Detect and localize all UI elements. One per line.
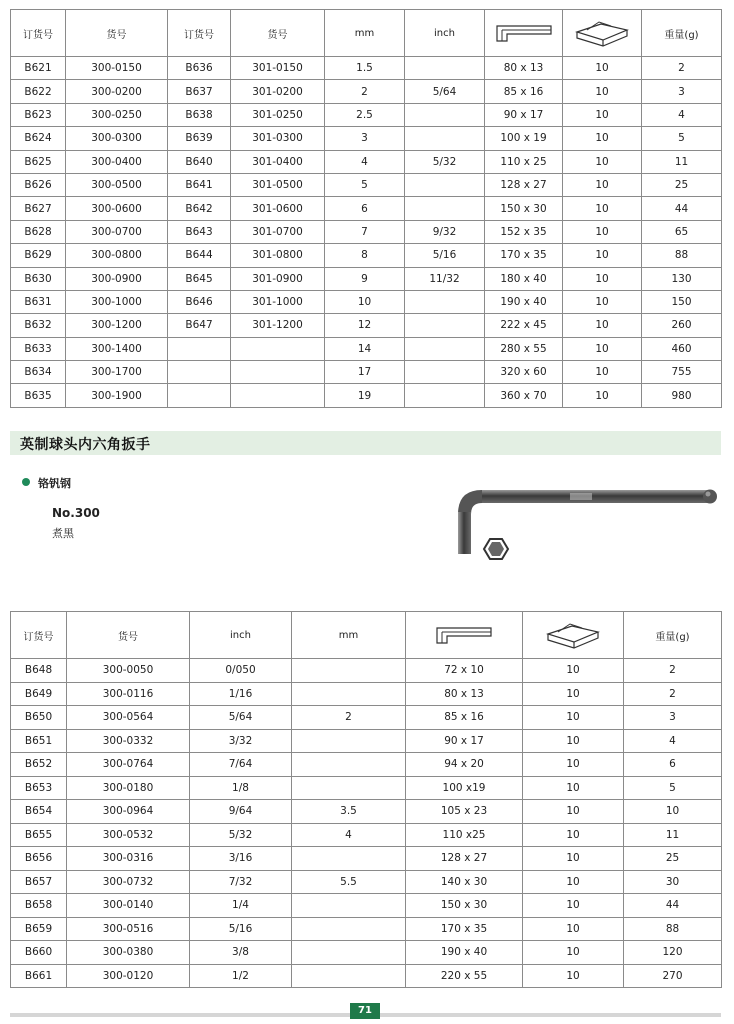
table-cell: B651 <box>11 729 67 753</box>
table-cell <box>405 103 485 126</box>
table-cell <box>292 659 406 683</box>
header-part-no: 货号 <box>231 10 325 57</box>
table-cell: 120 <box>624 941 722 965</box>
table-cell: 90 x 17 <box>485 103 563 126</box>
table-cell <box>168 337 231 360</box>
table-cell: 150 x 30 <box>485 197 563 220</box>
table-cell: 301-1200 <box>231 314 325 337</box>
table-cell: 12 <box>325 314 405 337</box>
table-cell: 301-0500 <box>231 173 325 196</box>
table-cell: 300-0116 <box>67 682 190 706</box>
table-row <box>11 314 722 337</box>
table-cell: B645 <box>168 267 231 290</box>
table-cell: 3 <box>624 706 722 730</box>
table-cell: 3 <box>325 127 405 150</box>
table-cell: 5/16 <box>405 244 485 267</box>
table-cell <box>405 127 485 150</box>
table-cell: 25 <box>624 847 722 871</box>
table-header-row <box>11 612 722 659</box>
header-mm: mm <box>325 10 405 57</box>
header-weight: 重量(g) <box>642 10 722 57</box>
table-cell: 11 <box>642 150 722 173</box>
table-cell: 100 x 19 <box>485 127 563 150</box>
table-cell: B652 <box>11 753 67 777</box>
table-cell: 10 <box>563 290 642 313</box>
table-cell: B624 <box>11 127 66 150</box>
table-cell: 7/32 <box>190 870 292 894</box>
table-cell: 9 <box>325 267 405 290</box>
table-cell: 7 <box>325 220 405 243</box>
table-cell: B661 <box>11 964 67 988</box>
table-cell: 94 x 20 <box>406 753 523 777</box>
table-cell: 300-0400 <box>66 150 168 173</box>
table-row <box>11 173 722 196</box>
table-cell: 300-0200 <box>66 80 168 103</box>
table-row <box>11 80 722 103</box>
table-cell: 80 x 13 <box>485 57 563 80</box>
table-cell: 10 <box>523 753 624 777</box>
table-cell: 10 <box>563 57 642 80</box>
table-cell: B636 <box>168 57 231 80</box>
table-cell: 5/32 <box>405 150 485 173</box>
table-row <box>11 267 722 290</box>
table-cell: B654 <box>11 800 67 824</box>
table-header-row <box>11 10 722 57</box>
table-cell <box>292 847 406 871</box>
table-cell: 10 <box>563 127 642 150</box>
table-cell: B647 <box>168 314 231 337</box>
table-cell <box>231 361 325 384</box>
table-cell: B629 <box>11 244 66 267</box>
table-cell: 8 <box>325 244 405 267</box>
table-cell: 130 <box>642 267 722 290</box>
table-cell: 300-0050 <box>67 659 190 683</box>
table-cell: 9/64 <box>190 800 292 824</box>
table-cell: 3/8 <box>190 941 292 965</box>
table-row <box>11 150 722 173</box>
table-cell: B625 <box>11 150 66 173</box>
table-cell: 65 <box>642 220 722 243</box>
table-cell <box>292 753 406 777</box>
table-row <box>11 917 722 941</box>
table-cell: 301-0900 <box>231 267 325 290</box>
table-cell: 5.5 <box>292 870 406 894</box>
table-cell: 10 <box>563 314 642 337</box>
table-cell: 460 <box>642 337 722 360</box>
table-cell: 10 <box>523 706 624 730</box>
table-cell: 1/4 <box>190 894 292 918</box>
table-row <box>11 682 722 706</box>
table-cell: 150 <box>642 290 722 313</box>
table-cell: 300-0380 <box>67 941 190 965</box>
table-cell: 300-0600 <box>66 197 168 220</box>
table-cell: B646 <box>168 290 231 313</box>
table-cell: 10 <box>523 847 624 871</box>
table-cell: B637 <box>168 80 231 103</box>
header-part-no: 货号 <box>66 10 168 57</box>
section-title: 英制球头内六角扳手 <box>20 437 151 453</box>
table-cell: 222 x 45 <box>485 314 563 337</box>
table-cell: B626 <box>11 173 66 196</box>
table-cell: 300-0764 <box>67 753 190 777</box>
table-cell: 300-0180 <box>67 776 190 800</box>
table-row <box>11 127 722 150</box>
table-row <box>11 659 722 683</box>
table-cell: 190 x 40 <box>406 941 523 965</box>
header-mm: mm <box>292 612 406 659</box>
table-cell <box>168 361 231 384</box>
table-cell: B638 <box>168 103 231 126</box>
table-cell: 3 <box>642 80 722 103</box>
table-cell: 7/64 <box>190 753 292 777</box>
table-cell: 1/8 <box>190 776 292 800</box>
table-cell: 170 x 35 <box>485 244 563 267</box>
page-number: 71 <box>350 1003 380 1019</box>
table-row <box>11 753 722 777</box>
table-cell: 5/64 <box>190 706 292 730</box>
table-cell: 10 <box>523 659 624 683</box>
table-cell: 300-1200 <box>66 314 168 337</box>
table-row <box>11 57 722 80</box>
table-cell: 300-1900 <box>66 384 168 407</box>
table-cell <box>292 776 406 800</box>
wrench-length-icon <box>485 10 563 57</box>
table-cell: B649 <box>11 682 67 706</box>
table-cell: 300-0120 <box>67 964 190 988</box>
model-number: No.300 <box>52 506 100 520</box>
table-cell: 300-0500 <box>66 173 168 196</box>
table-cell: B631 <box>11 290 66 313</box>
table-cell: B642 <box>168 197 231 220</box>
table-cell: B627 <box>11 197 66 220</box>
table-cell: 301-0300 <box>231 127 325 150</box>
table-cell: 10 <box>563 244 642 267</box>
header-order-no: 订货号 <box>11 10 66 57</box>
table-cell: 270 <box>624 964 722 988</box>
table-cell: B628 <box>11 220 66 243</box>
header-order-no: 订货号 <box>168 10 231 57</box>
table-cell: 10 <box>325 290 405 313</box>
table-cell: 301-0600 <box>231 197 325 220</box>
table-cell: 14 <box>325 337 405 360</box>
table-cell: 300-0700 <box>66 220 168 243</box>
table-cell: 1/2 <box>190 964 292 988</box>
table-row <box>11 220 722 243</box>
table-cell: 44 <box>624 894 722 918</box>
table-row <box>11 244 722 267</box>
table-cell: 11 <box>624 823 722 847</box>
header-part-no: 货号 <box>67 612 190 659</box>
table-cell: 10 <box>523 964 624 988</box>
table-cell: 128 x 27 <box>406 847 523 871</box>
table-cell: 260 <box>642 314 722 337</box>
table-cell: 88 <box>642 244 722 267</box>
table-cell: 5/32 <box>190 823 292 847</box>
table-row <box>11 103 722 126</box>
table-cell <box>292 941 406 965</box>
table-cell: 10 <box>523 823 624 847</box>
table-cell: 85 x 16 <box>406 706 523 730</box>
table-cell <box>292 729 406 753</box>
table-cell: 0/050 <box>190 659 292 683</box>
table-cell: 300-0900 <box>66 267 168 290</box>
table-cell: 6 <box>624 753 722 777</box>
table-cell: 152 x 35 <box>485 220 563 243</box>
table-cell: B658 <box>11 894 67 918</box>
table-cell: 2.5 <box>325 103 405 126</box>
table-cell: 300-0250 <box>66 103 168 126</box>
table-cell: 320 x 60 <box>485 361 563 384</box>
table-cell: 280 x 55 <box>485 337 563 360</box>
table-cell: 4 <box>642 103 722 126</box>
table-cell: 10 <box>523 800 624 824</box>
table-cell: B657 <box>11 870 67 894</box>
table-cell: 4 <box>624 729 722 753</box>
table-row <box>11 800 722 824</box>
table-cell: 5 <box>325 173 405 196</box>
table-cell: 17 <box>325 361 405 384</box>
table-cell: B634 <box>11 361 66 384</box>
table-cell: 301-0250 <box>231 103 325 126</box>
metric-spec-table <box>10 9 722 408</box>
inch-spec-table <box>10 611 722 988</box>
table-cell: B659 <box>11 917 67 941</box>
table-cell: 10 <box>563 103 642 126</box>
table-cell: 10 <box>523 917 624 941</box>
table-cell: 3.5 <box>292 800 406 824</box>
table-cell: 300-0732 <box>67 870 190 894</box>
table-cell: B641 <box>168 173 231 196</box>
table-cell: 2 <box>624 682 722 706</box>
table-cell <box>292 964 406 988</box>
table-cell: B655 <box>11 823 67 847</box>
box-quantity-icon <box>523 612 624 659</box>
table-cell: 72 x 10 <box>406 659 523 683</box>
table-cell: 10 <box>523 776 624 800</box>
table-cell: 4 <box>325 150 405 173</box>
table-cell: 10 <box>523 682 624 706</box>
table-cell: 300-1400 <box>66 337 168 360</box>
table-cell: 5/64 <box>405 80 485 103</box>
table-row <box>11 941 722 965</box>
ball-end-hex-key-image <box>452 482 724 572</box>
table-row <box>11 964 722 988</box>
box-quantity-icon <box>563 10 642 57</box>
table-row <box>11 337 722 360</box>
table-cell: B622 <box>11 80 66 103</box>
header-inch: inch <box>190 612 292 659</box>
table-row <box>11 290 722 313</box>
table-cell: 10 <box>563 173 642 196</box>
header-weight: 重量(g) <box>624 612 722 659</box>
table-cell: 170 x 35 <box>406 917 523 941</box>
table-cell: 300-1000 <box>66 290 168 313</box>
table-cell: 300-0332 <box>67 729 190 753</box>
table-cell: B653 <box>11 776 67 800</box>
table-cell: 150 x 30 <box>406 894 523 918</box>
table-cell: 300-0516 <box>67 917 190 941</box>
header-inch: inch <box>405 10 485 57</box>
table-row <box>11 894 722 918</box>
table-cell <box>405 337 485 360</box>
table-cell: 301-0700 <box>231 220 325 243</box>
table-cell: 10 <box>523 894 624 918</box>
table-cell: 300-1700 <box>66 361 168 384</box>
table-row <box>11 870 722 894</box>
table-cell: 85 x 16 <box>485 80 563 103</box>
table-cell: B633 <box>11 337 66 360</box>
table-cell: B632 <box>11 314 66 337</box>
table-cell <box>405 57 485 80</box>
table-cell: 190 x 40 <box>485 290 563 313</box>
table-row <box>11 847 722 871</box>
table-cell: 300-0564 <box>67 706 190 730</box>
table-cell: 10 <box>563 150 642 173</box>
table-cell: 100 x19 <box>406 776 523 800</box>
table-row <box>11 706 722 730</box>
table-cell: 301-1000 <box>231 290 325 313</box>
table-cell: 300-0800 <box>66 244 168 267</box>
table-cell: 300-0150 <box>66 57 168 80</box>
table-cell: 10 <box>523 870 624 894</box>
table-row <box>11 361 722 384</box>
table-cell: 360 x 70 <box>485 384 563 407</box>
table-cell: 128 x 27 <box>485 173 563 196</box>
table-cell: 10 <box>563 267 642 290</box>
table-cell: 220 x 55 <box>406 964 523 988</box>
table-cell: B650 <box>11 706 67 730</box>
table-cell: 110 x 25 <box>485 150 563 173</box>
table-cell <box>405 314 485 337</box>
table-cell: 10 <box>563 337 642 360</box>
table-cell <box>168 384 231 407</box>
table-cell: 10 <box>563 80 642 103</box>
table-cell: 1/16 <box>190 682 292 706</box>
table-cell: 19 <box>325 384 405 407</box>
table-row <box>11 776 722 800</box>
table-cell <box>231 384 325 407</box>
table-cell: 10 <box>563 220 642 243</box>
table-row <box>11 197 722 220</box>
section-header-bar <box>10 431 721 455</box>
table-cell <box>405 384 485 407</box>
table-cell <box>292 894 406 918</box>
table-cell: 2 <box>292 706 406 730</box>
table-cell: B660 <box>11 941 67 965</box>
table-cell: B623 <box>11 103 66 126</box>
table-cell: 9/32 <box>405 220 485 243</box>
table-cell: 300-0316 <box>67 847 190 871</box>
table-cell: 180 x 40 <box>485 267 563 290</box>
table-cell: 6 <box>325 197 405 220</box>
table-cell: B643 <box>168 220 231 243</box>
table-cell: 5/16 <box>190 917 292 941</box>
table-cell: 300-0964 <box>67 800 190 824</box>
table-row <box>11 729 722 753</box>
bullet-icon <box>22 478 30 486</box>
table-cell: B644 <box>168 244 231 267</box>
table-cell: 301-0200 <box>231 80 325 103</box>
table-cell: 300-0140 <box>67 894 190 918</box>
table-cell: 10 <box>624 800 722 824</box>
table-cell: 10 <box>563 384 642 407</box>
table-cell: 110 x25 <box>406 823 523 847</box>
finish-label: 煮黑 <box>52 527 74 540</box>
table-cell <box>405 290 485 313</box>
wrench-length-icon <box>406 612 523 659</box>
table-cell: 44 <box>642 197 722 220</box>
header-order-no: 订货号 <box>11 612 67 659</box>
table-cell: B630 <box>11 267 66 290</box>
table-cell <box>405 197 485 220</box>
table-cell: 2 <box>624 659 722 683</box>
table-cell: 2 <box>325 80 405 103</box>
table-cell <box>405 173 485 196</box>
table-cell: 88 <box>624 917 722 941</box>
table-cell <box>231 337 325 360</box>
table-cell: 301-0400 <box>231 150 325 173</box>
table-cell: 301-0150 <box>231 57 325 80</box>
table-cell: 3/32 <box>190 729 292 753</box>
table-cell: 10 <box>523 941 624 965</box>
table-cell: B621 <box>11 57 66 80</box>
table-cell: B635 <box>11 384 66 407</box>
table-cell: 140 x 30 <box>406 870 523 894</box>
table-row <box>11 823 722 847</box>
material-label: 铬钒钢 <box>38 477 71 490</box>
table-cell <box>292 917 406 941</box>
table-cell: 10 <box>563 361 642 384</box>
table-cell: B640 <box>168 150 231 173</box>
table-cell: 25 <box>642 173 722 196</box>
table-cell: 90 x 17 <box>406 729 523 753</box>
table-cell: 5 <box>642 127 722 150</box>
table-cell: 105 x 23 <box>406 800 523 824</box>
table-cell: 10 <box>523 729 624 753</box>
table-cell: 10 <box>563 197 642 220</box>
table-cell: 2 <box>642 57 722 80</box>
table-row <box>11 384 722 407</box>
table-cell: 300-0300 <box>66 127 168 150</box>
table-cell: 755 <box>642 361 722 384</box>
table-cell <box>292 682 406 706</box>
table-cell: B648 <box>11 659 67 683</box>
table-cell: 80 x 13 <box>406 682 523 706</box>
table-cell: B639 <box>168 127 231 150</box>
table-cell: 301-0800 <box>231 244 325 267</box>
table-cell: 30 <box>624 870 722 894</box>
table-cell: 300-0532 <box>67 823 190 847</box>
table-cell <box>405 361 485 384</box>
table-cell: 3/16 <box>190 847 292 871</box>
table-cell: 4 <box>292 823 406 847</box>
table-cell: 1.5 <box>325 57 405 80</box>
table-cell: 11/32 <box>405 267 485 290</box>
table-cell: 5 <box>624 776 722 800</box>
table-cell: B656 <box>11 847 67 871</box>
table-cell: 980 <box>642 384 722 407</box>
